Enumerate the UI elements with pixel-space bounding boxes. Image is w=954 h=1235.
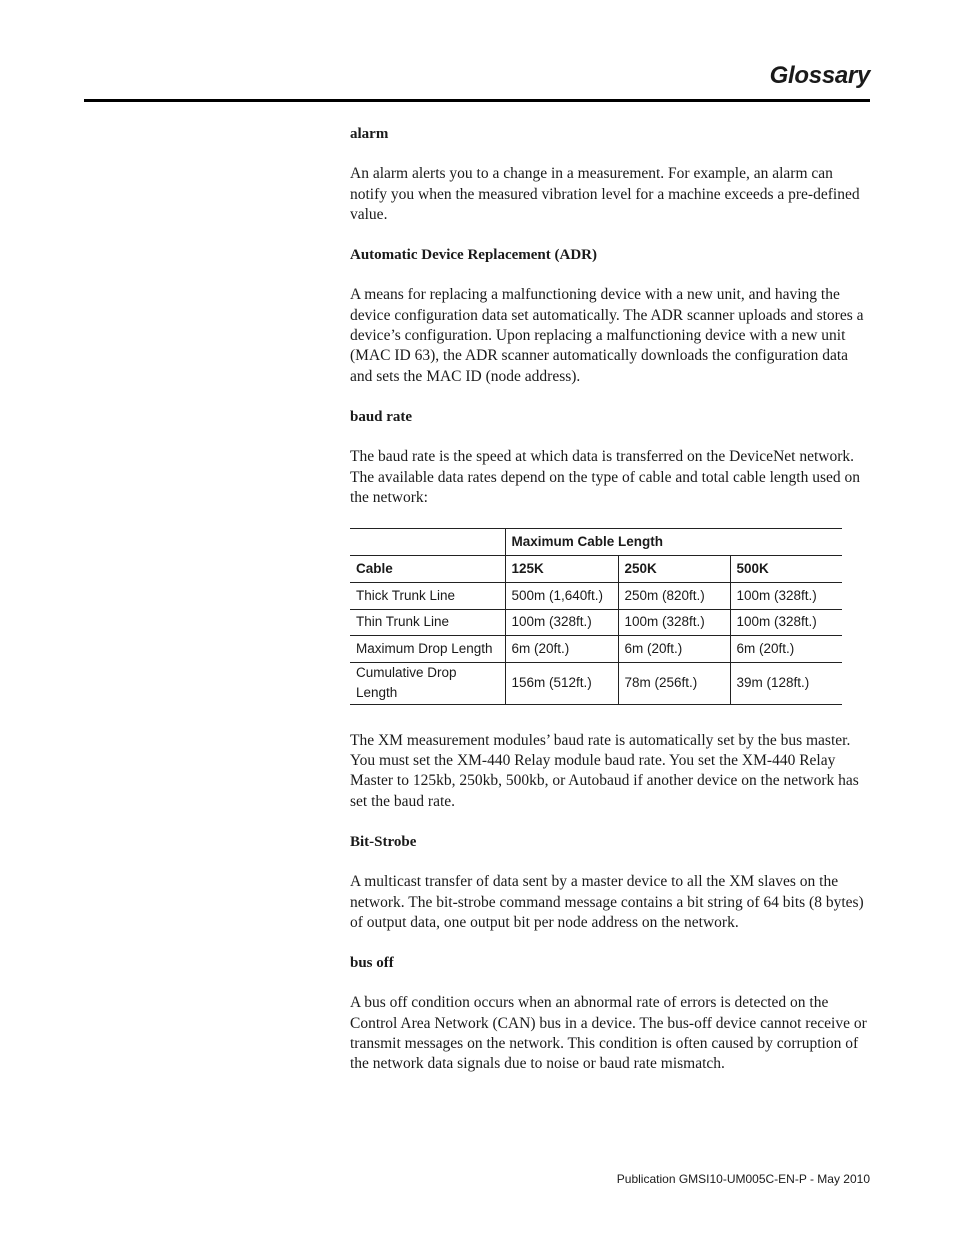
table-row: [350, 582, 842, 609]
definition-adr: A means for replacing a malfunctioning device with a new unit, and having the device configuration data set automatically. The ADR scanner uploads and stores a device’s configuration. Upon replacing a malfunctioning device with a new unit (MAC ID 63), the ADR scanner automatically downloads the configuration data and sets the MAC ID (node address).: [350, 286, 864, 385]
table-cell: 250m (820ft.): [618, 582, 730, 609]
table-row: [350, 636, 842, 663]
cable-length-table: [350, 528, 842, 705]
table-cell: Maximum Drop Length: [350, 636, 505, 663]
definition-bus-off: A bus off condition occurs when an abnormal rate of errors is detected on the Control Area Network (CAN) bus in a device. The bus-off device cannot receive or transmit messages on the network. This condition is often caused by corruption of the network data signals due to noise or baud rate mismatch.: [350, 994, 867, 1073]
table-cell: 156m (512ft.): [505, 663, 618, 705]
definition-alarm: An alarm alerts you to a change in a measurement. For example, an alarm can notify you when the measured vibration level for a machine exceeds a pre-defined value.: [350, 165, 860, 223]
table-cell: 100m (328ft.): [730, 582, 842, 609]
column-header-500k: 500K: [730, 555, 842, 582]
definition-baud-rate-continued: The XM measurement modules’ baud rate is automatically set by the bus master. You must set the XM-440 Relay module baud rate. You set the XM-440 Relay Master to 125kb, 250kb, 500kb, or Autobaud if another device on the network has set the baud rate.: [350, 731, 859, 810]
term-adr: Automatic Device Replacement (ADR): [350, 247, 598, 264]
table-cell: 6m (20ft.): [505, 636, 618, 663]
table-cell: Cumulative Drop Length: [350, 663, 505, 705]
table-cell: Thin Trunk Line: [350, 609, 505, 636]
table-header-blank: [350, 529, 505, 556]
table-cell: 100m (328ft.): [505, 609, 618, 636]
column-header-cable: Cable: [350, 555, 505, 582]
table-group-header-row: [350, 529, 842, 556]
table-row: [350, 609, 842, 636]
term-alarm: alarm: [350, 126, 389, 142]
table-header-row: [350, 555, 842, 582]
table-cell: 78m (256ft.): [618, 663, 730, 705]
term-baud-rate: baud rate: [350, 408, 413, 425]
term-bus-off: bus off: [350, 955, 394, 972]
table-cell: 100m (328ft.): [618, 609, 730, 636]
table-cell: 6m (20ft.): [730, 636, 842, 663]
publication-footer: Publication GMSI10-UM005C-EN-P - May 2010: [616, 1172, 870, 1186]
column-header-125k: 125K: [505, 555, 618, 582]
title-rule: [84, 99, 870, 102]
table-cell: 39m (128ft.): [730, 663, 842, 705]
table-cell: 100m (328ft.): [730, 609, 842, 636]
table-group-header: Maximum Cable Length: [505, 529, 842, 556]
table-row: [350, 663, 842, 705]
term-bit-strobe: Bit-Strobe: [350, 833, 417, 850]
definition-baud-rate: The baud rate is the speed at which data is transferred on the DeviceNet network. The available data rates depend on the type of cable and total cable length used on the network:: [350, 448, 861, 506]
column-header-250k: 250K: [618, 555, 730, 582]
definition-bit-strobe: A multicast transfer of data sent by a master device to all the XM slaves on the network. The bit-strobe command message contains a bit string of 64 bits (8 bytes) of output data, one output bit per node address on the network.: [350, 873, 864, 931]
table-cell: 500m (1,640ft.): [505, 582, 618, 609]
table-cell: Thick Trunk Line: [350, 582, 505, 609]
table-cell: 6m (20ft.): [618, 636, 730, 663]
glossary-content: [350, 124, 868, 1095]
page-title: Glossary: [769, 62, 870, 89]
